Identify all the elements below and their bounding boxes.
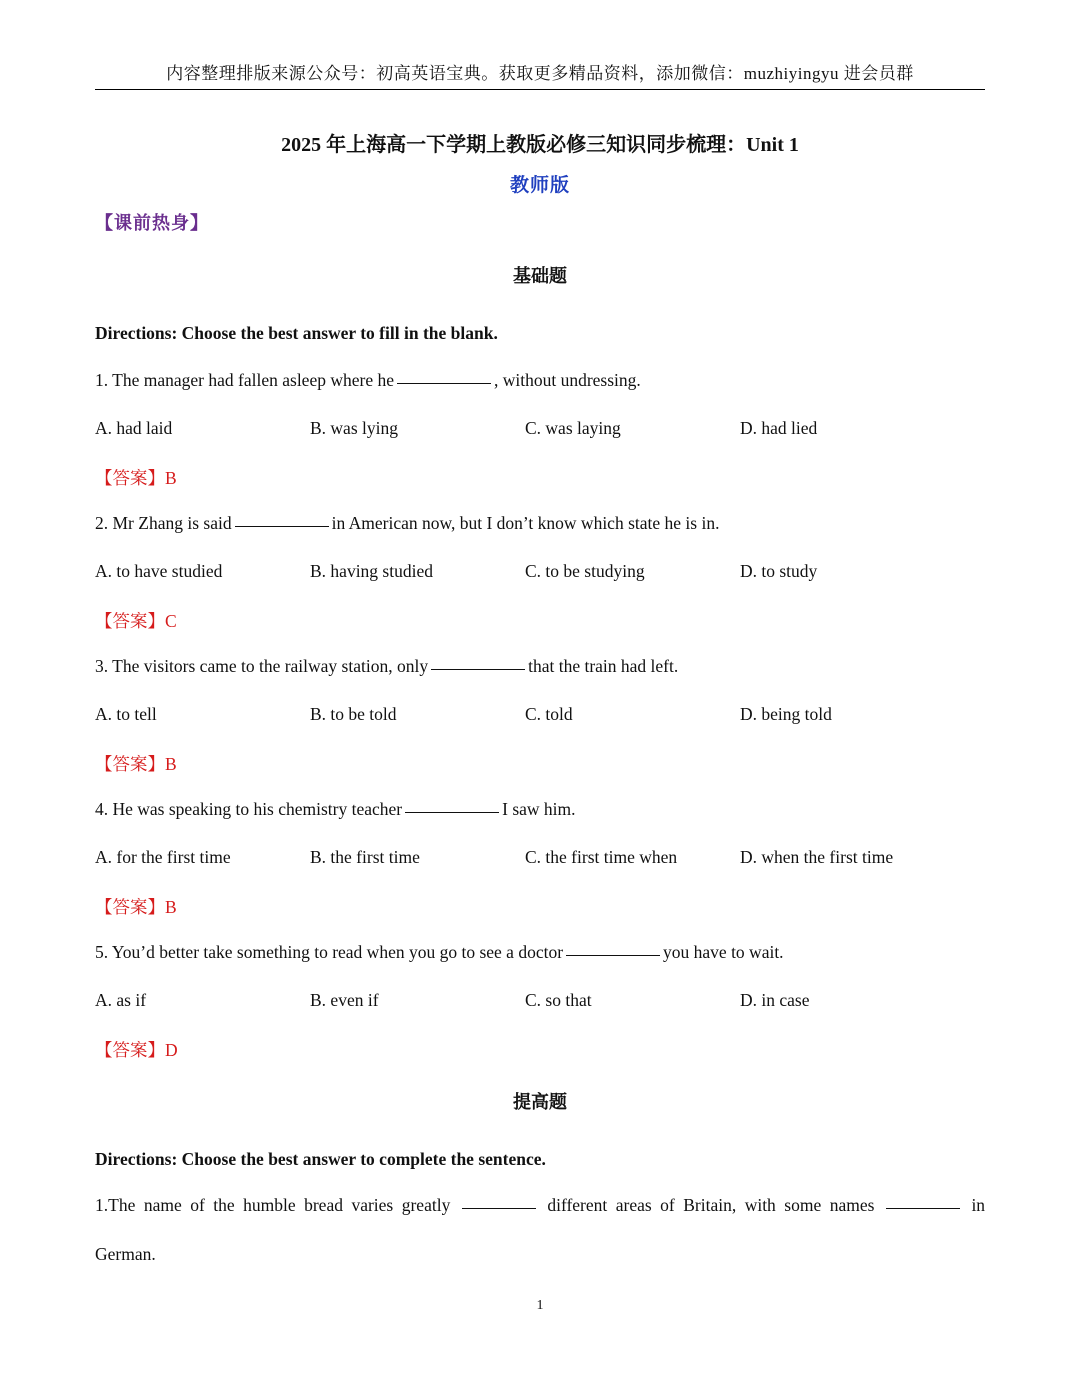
question-2-text-end: in American now, but I don’t know which state he is in. xyxy=(331,513,720,533)
option-3b: B. to be told xyxy=(310,704,397,724)
option-1a: A. had laid xyxy=(95,418,173,438)
option-3c: C. told xyxy=(525,704,573,724)
option-3a: A. to tell xyxy=(95,704,157,724)
question-4-text: 4. He was speaking to his chemistry teacher xyxy=(95,799,403,819)
option-1d: D. had lied xyxy=(740,418,818,438)
question-1-text-end: , without undressing. xyxy=(493,370,641,390)
page-number: 1 xyxy=(536,1298,544,1313)
question-4-text-end: I saw him. xyxy=(502,799,576,819)
warmup-label: 【课前热身】 xyxy=(95,213,209,233)
basic-section-heading: 基础题 xyxy=(513,266,567,286)
option-2d: D. to study xyxy=(740,561,818,581)
question-5-text: 5. You’d better take something to read when you go to see a doctor xyxy=(95,942,564,962)
question-1 xyxy=(95,370,641,391)
advanced-section-heading: 提高题 xyxy=(513,1092,567,1112)
answer-1: 【答案】B xyxy=(95,468,177,488)
answer-2: 【答案】C xyxy=(95,611,177,631)
option-4c: C. the first time when xyxy=(525,847,678,867)
blank xyxy=(462,1207,536,1209)
option-3d: D. being told xyxy=(740,704,832,724)
blank xyxy=(235,525,329,527)
page-header: 内容整理排版来源公众号：初高英语宝典。获取更多精品资料，添加微信：muzhiyingyu 进会员群 xyxy=(95,62,985,90)
answer-4: 【答案】B xyxy=(95,897,177,917)
option-5b: B. even if xyxy=(310,990,379,1010)
option-5a: A. as if xyxy=(95,990,147,1010)
basic-directions: Directions: Choose the best answer to fill in the blank. xyxy=(95,323,498,343)
question-1-text: 1. The manager had fallen asleep where he xyxy=(95,370,394,390)
question-4 xyxy=(95,799,576,820)
advanced-directions: Directions: Choose the best answer to complete the sentence. xyxy=(95,1149,546,1169)
question-3-text: 3. The visitors came to the railway station, only xyxy=(95,656,429,676)
advanced-question-1-text-mid: different areas of Britain, with some names xyxy=(547,1195,875,1215)
blank xyxy=(431,668,525,670)
question-3 xyxy=(95,656,678,677)
answer-3: 【答案】B xyxy=(95,754,177,774)
option-2b: B. having studied xyxy=(310,561,433,581)
advanced-question-1-line2: German. xyxy=(95,1244,156,1264)
question-5 xyxy=(95,942,784,963)
option-5c: C. so that xyxy=(525,990,592,1010)
document-title: 2025 年上海高一下学期上教版必修三知识同步梳理：Unit 1 xyxy=(281,134,799,156)
answer-5: 【答案】D xyxy=(95,1040,178,1060)
option-5d: D. in case xyxy=(740,990,810,1010)
advanced-question-1 xyxy=(95,1195,985,1216)
option-2a: A. to have studied xyxy=(95,561,223,581)
option-2c: C. to be studying xyxy=(525,561,645,581)
blank xyxy=(566,954,660,956)
question-2-text: 2. Mr Zhang is said xyxy=(95,513,232,533)
option-4b: B. the first time xyxy=(310,847,420,867)
option-1c: C. was laying xyxy=(525,418,621,438)
question-2 xyxy=(95,513,719,534)
advanced-question-1-text: 1.The name of the humble bread varies greatly xyxy=(95,1195,451,1215)
option-4d: D. when the first time xyxy=(740,847,894,867)
blank xyxy=(405,811,499,813)
question-5-text-end: you have to wait. xyxy=(663,942,784,962)
blank xyxy=(397,382,491,384)
edition-label: 教师版 xyxy=(509,175,570,196)
question-3-text-end: that the train had left. xyxy=(528,656,679,676)
option-4a: A. for the first time xyxy=(95,847,231,867)
advanced-question-1-text-end: in xyxy=(971,1195,986,1215)
blank xyxy=(886,1207,960,1209)
option-1b: B. was lying xyxy=(310,418,398,438)
